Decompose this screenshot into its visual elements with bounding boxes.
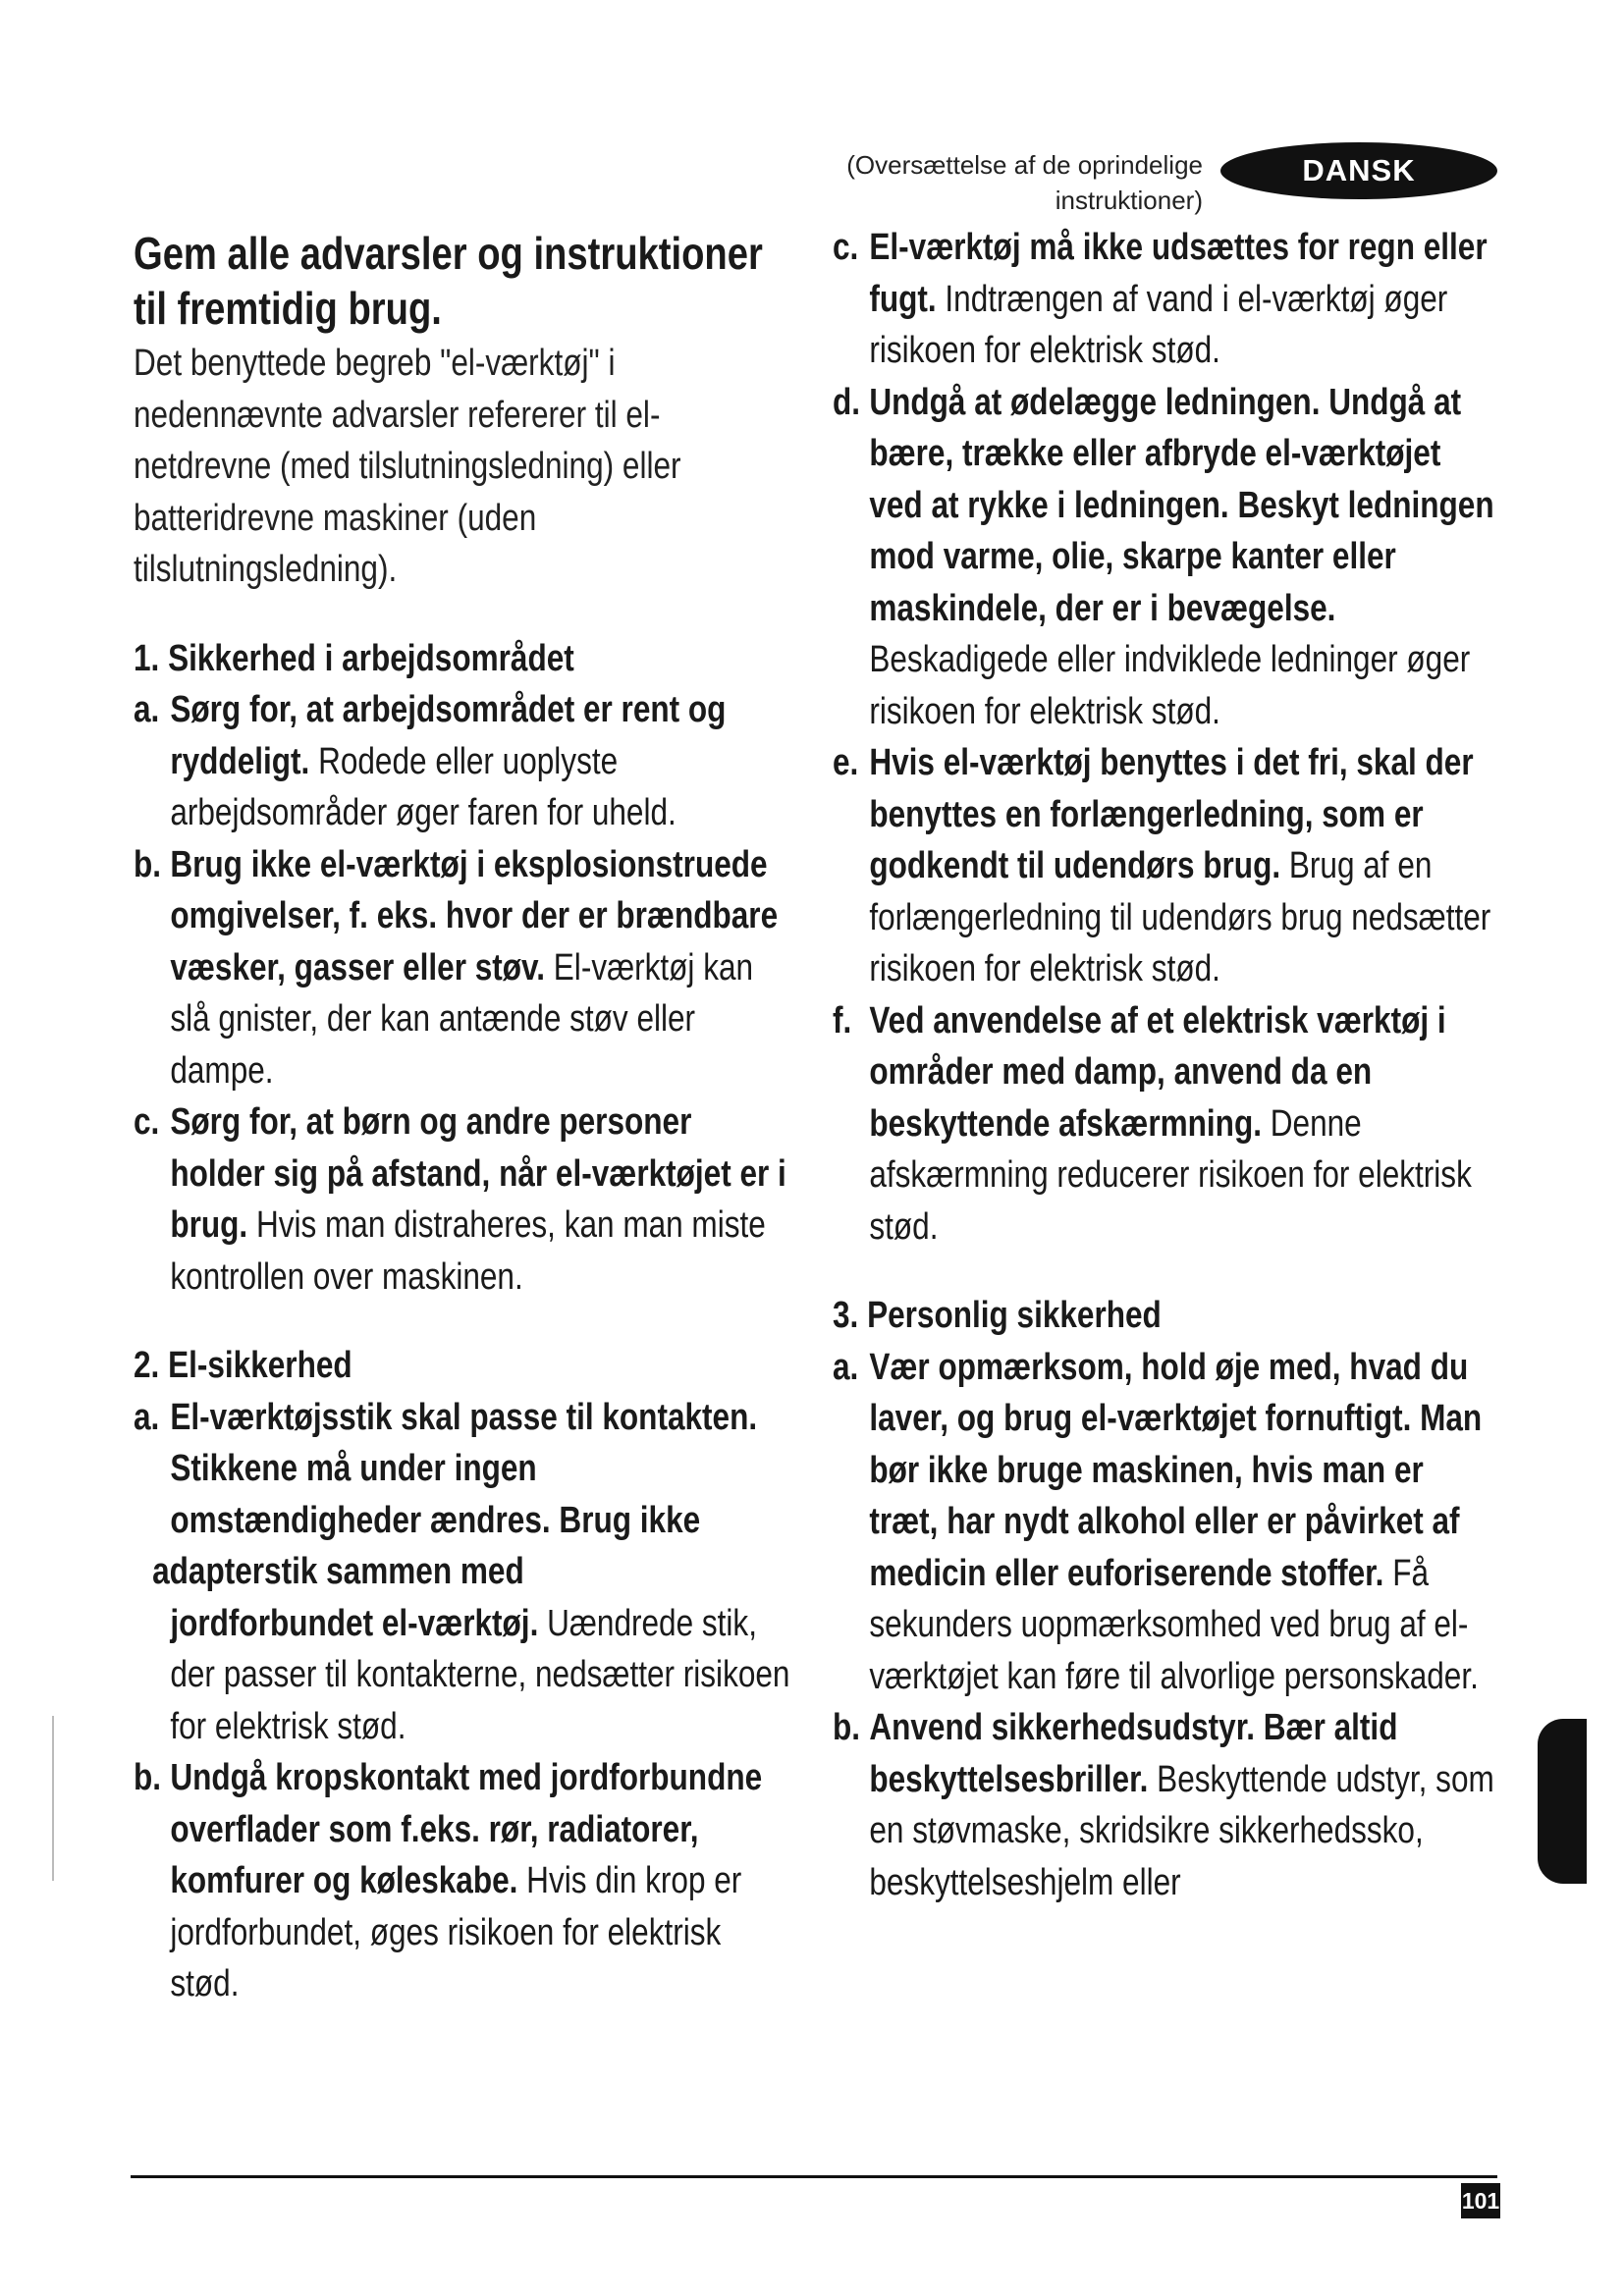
intro-paragraph: Det benyttede begreb "el-værktøj" i nedennævnte advarsler refererer til el-netdrevne (med tilslutningsledning) eller batteridrevne maskiner (uden tilslutningsledning). (134, 343, 681, 590)
section-heading-work-area: 1. Sikkerhed i arbejdsområdet (134, 637, 574, 679)
list-item (833, 222, 1496, 377)
item-bold: Ved anvendelse af et elektrisk værktøj i områder med damp, anvend da en beskyttende afskærmning. (869, 999, 1446, 1145)
list-item (833, 1702, 1496, 1908)
item-label: b. (134, 843, 162, 885)
item-label: a. (134, 689, 160, 730)
list-item (833, 1342, 1496, 1703)
item-bold: Undgå at ødelægge ledningen. Undgå at bære, trække eller afbryde el-værktøjet ved at rykke i ledningen. Beskyt ledningen mod varme, olie, skarpe kanter eller maskindele, der er i bevægelse. (869, 381, 1494, 629)
page-number: 101 (1461, 2183, 1500, 2218)
list-item (134, 1096, 793, 1303)
section-heading-personal-safety: 3. Personlig sikkerhed (833, 1295, 1162, 1336)
item-bold: El-værktøjsstik skal passe til kontakten. Stikkene må under ingen omstændigheder ændres. Brug ikke (170, 1396, 758, 1541)
item-bold: adapterstik sammen med (152, 1551, 524, 1592)
list-item (833, 377, 1496, 738)
item-text: Hvis man distraheres, kan man miste kontrollen over maskinen. (170, 1204, 766, 1298)
item-label: e. (833, 742, 859, 783)
language-badge: DANSK (1220, 142, 1497, 199)
translation-note: (Oversættelse af de oprindelige instruktioner) (846, 150, 1203, 215)
item-text: Indtrængen af vand i el-værktøj øger risikoen for elektrisk stød. (869, 278, 1448, 371)
item-text: Få sekunders uopmærksomhed ved brug af el-værktøjet kan føre til alvorlige personskader. (869, 1552, 1479, 1697)
item-label: b. (134, 1757, 162, 1798)
list-item (833, 737, 1496, 995)
item-bold: El-værktøj må ikke udsættes for regn eller fugt. (869, 227, 1488, 320)
item-text: El-værktøj kan slå gnister, der kan antænde støv eller dampe. (170, 946, 754, 1092)
page-title: Gem alle advarsler og instruktioner til fremtidig brug. (134, 228, 763, 334)
item-text: Beskyttende udstyr, som en støvmaske, skridsikre sikkerhedssko, beskyttelseshjelm eller (869, 1758, 1494, 1903)
item-label: d. (833, 381, 861, 423)
item-bold: Sørg for, at arbejdsområdet er rent og ryddeligt. (170, 689, 727, 782)
item-label: b. (833, 1707, 861, 1748)
footer-divider (131, 2175, 1497, 2178)
side-thumb-tab (1538, 1719, 1587, 1884)
left-column (134, 222, 793, 2010)
list-item (134, 839, 793, 1097)
list-item (134, 684, 793, 839)
section-heading-electrical: 2. El-sikkerhed (134, 1345, 352, 1386)
item-text: Beskadigede eller indviklede ledninger øger risikoen for elektrisk stød. (869, 639, 1471, 732)
item-text: Brug af en forlængerledning til udendørs brug nedsætter risikoen for elektrisk stød. (869, 845, 1491, 989)
item-label: f. (833, 999, 852, 1041)
item-bold: Sørg for, at børn og andre personer holder sig på afstand, når el-værktøjet er i brug. (170, 1101, 786, 1246)
item-text: Rodede eller uoplyste arbejdsområder øger faren for uheld. (170, 740, 677, 833)
item-text: Denne afskærmning reducerer risikoen for elektrisk stød. (869, 1102, 1472, 1248)
item-label: a. (833, 1346, 859, 1388)
item-text: Hvis din krop er jordforbundet, øges risikoen for elektrisk stød. (170, 1860, 742, 2004)
right-column (833, 222, 1496, 1908)
item-label: a. (134, 1396, 160, 1438)
item-bold: Undgå kropskontakt med jordforbundne overflader som f.eks. rør, radiatorer, komfurer og køleskabe. (170, 1757, 763, 1901)
item-bold: jordforbundet el-værktøj. (170, 1602, 539, 1644)
list-item (134, 1392, 793, 1753)
item-bold: Anvend sikkerhedsudstyr. Bær altid beskyttelsesbriller. (869, 1707, 1398, 1800)
item-label: c. (134, 1101, 160, 1143)
item-bold: Brug ikke el-værktøj i eksplosionstruede omgivelser, f. eks. hvor der er brændbare væsker, gasser eller støv. (170, 843, 779, 988)
list-item (134, 1752, 793, 2010)
item-bold: Vær opmærksom, hold øje med, hvad du laver, og brug el-værktøjet fornuftigt. Man bør ikke bruge maskinen, hvis man er træt, har nydt alkohol eller er påvirket af medicin eller euforiserende stoffer. (869, 1346, 1483, 1594)
margin-line (52, 1716, 54, 1881)
list-item (833, 995, 1496, 1254)
item-label: c. (833, 227, 859, 268)
item-bold: Hvis el-værktøj benyttes i det fri, skal der benyttes en forlængerledning, som er godkendt til udendørs brug. (869, 742, 1474, 886)
item-text: Uændrede stik, der passer til kontakterne, nedsætter risikoen for elektrisk stød. (170, 1602, 790, 1747)
